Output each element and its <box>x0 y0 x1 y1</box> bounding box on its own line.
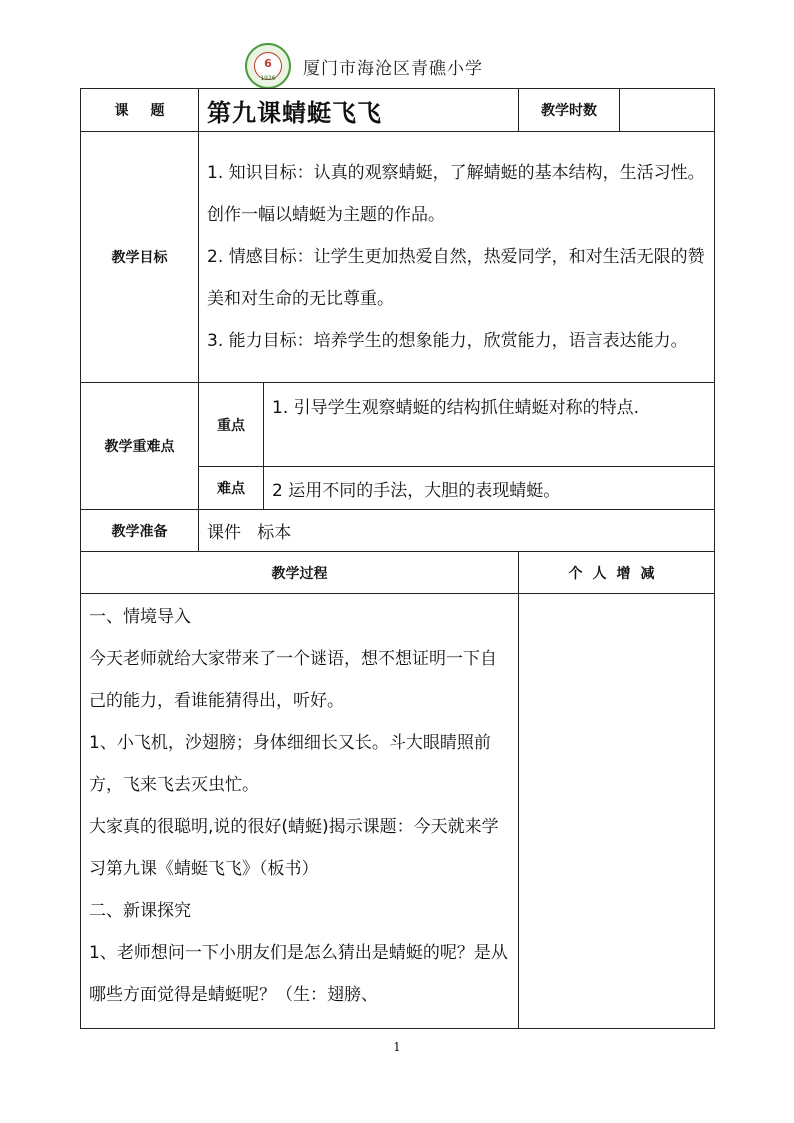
difficulty-content: 2 运用不同的手法，大胆的表现蜻蜓。 <box>264 467 715 510</box>
page-header <box>245 43 483 89</box>
lesson-title: 第九课蜻蜓飞飞 <box>199 89 519 132</box>
teaching-hours-label: 教学时数 <box>519 89 620 132</box>
goals-content <box>199 132 715 383</box>
school-logo <box>245 43 291 89</box>
topic-row <box>81 89 715 132</box>
page-number: 1 <box>393 1040 401 1054</box>
focus-label: 重点 <box>199 383 264 467</box>
process-paragraph: 一、情境导入 <box>89 607 191 627</box>
school-name: 厦门市海沧区青礁小学 <box>303 58 483 79</box>
focus-content: 1. 引导学生观察蜻蜓的结构抓住蜻蜓对称的特点. <box>264 383 715 467</box>
process-paragraph: 今天老师就给大家带来了一个谜语，想不想证明一下自己的能力，看谁能猜得出，听好。 <box>89 649 497 711</box>
process-paragraph: 1、小飞机，沙翅膀；身体细细长又长。斗大眼睛照前方，飞来飞去灭虫忙。 <box>89 733 491 795</box>
preparation-row <box>81 510 715 552</box>
teaching-hours-value <box>620 89 715 132</box>
topic-label-cell <box>81 89 199 132</box>
process-paragraph: 大家真的很聪明,说的很好(蜻蜓)揭示课题：今天就来学习第九课《蜻蜓飞飞》（板书） <box>89 817 499 879</box>
goal-item: 1. 知识目标：认真的观察蜻蜓，了解蜻蜓的基本结构，生活习性。创作一幅以蜻蜓为主题的作品。 <box>207 163 705 225</box>
topic-label: 课题 <box>114 103 187 119</box>
lesson-plan-table <box>80 88 715 1029</box>
preparation-content: 课件 标本 <box>199 510 715 552</box>
process-header: 教学过程 <box>81 552 519 594</box>
key-points-label: 教学重难点 <box>81 383 199 510</box>
goal-item: 2. 情感目标：让学生更加热爱自然，热爱同学，和对生活无限的赞美和对生命的无比尊重。 <box>207 247 705 309</box>
process-paragraph: 二、新课探究 <box>89 901 191 921</box>
process-paragraph: 1、老师想问一下小朋友们是怎么猜出是蜻蜓的呢？是从哪些方面觉得是蜻蜓呢？（生：翅膀、 <box>89 943 508 1005</box>
goal-item: 3. 能力目标：培养学生的想象能力，欣赏能力，语言表达能力。 <box>207 331 688 351</box>
process-content <box>81 594 519 1029</box>
preparation-label: 教学准备 <box>81 510 199 552</box>
personal-header-cell <box>519 552 715 594</box>
logo-year: 1926 <box>260 75 276 82</box>
personal-notes <box>519 594 715 1029</box>
goals-label: 教学目标 <box>81 132 199 383</box>
personal-header: 个人增减 <box>568 565 665 582</box>
focus-row <box>81 383 715 467</box>
process-row <box>81 594 715 1029</box>
difficulty-label: 难点 <box>199 467 264 510</box>
logo-mark: 6 <box>264 57 272 70</box>
process-header-row <box>81 552 715 594</box>
goals-row <box>81 132 715 383</box>
